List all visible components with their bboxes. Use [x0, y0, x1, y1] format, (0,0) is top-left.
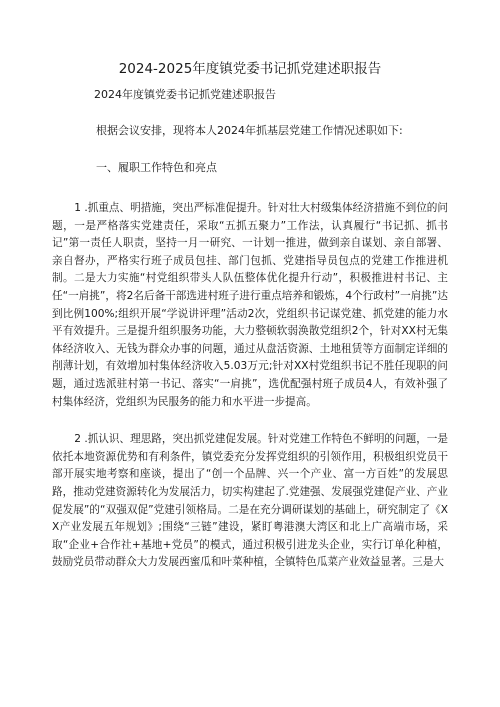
- body-paragraph-2: 2 .抓认识、理思路，突出抓党建促发展。针对党建工作特色不鲜明的问题，一是依托本地资源优势和有利条件，镇党委充分发挥党组织的引领作用，积极组织党员干部开展实地考察和座谈，提出了“创一个品牌、兴一个产业、富一方百姓”的发展思路，推动党建资源转化为发展活力，切实构建起了.党建强、发展强党建促产业、产业促发展”的“双强双促”党建引领格局。二是在充分调研谋划的基础上，研究制定了《XX产业发展五年规划》;围绕“三链”建设，紧盯粤港澳大湾区和北上广高端市场，采取“企业+合作社+基地+党员”的模式，通过积极引进龙头企业，实行订单化种植，鼓励党员带动群众大力发展西蜜瓜和叶菜种植，全镇特色瓜菜产业效益显著。三是大: [52, 433, 448, 569]
- body-paragraph-1: 1 .抓重点、明措施，突出严标准促提升。针对壮大村级集体经济措施不到位的问题，一是严格落实党建责任，采取“五抓五聚力”工作法，认真履行“书记抓、抓书记”第一责任人职责，坚持一月一研究、一计划一推进，做到亲自谋划、亲自部署、亲自督办，严格实行班子成员包挂、部门包抓、党建指导员包点的党建工作推进机制。二是大力实施“村党组织带头人队伍整体优化提升行动”，积极推进村书记、主任“一肩挑”，将2名后备干部选进村班子进行重点培养和锻炼，4个行政村”一肩挑”达到比例100%;组织开展“学说讲评理”活动2次，党组织书记谋党建、抓党建的能力水平有效提升。三是提升组织服务功能，大力整顿软弱涣散党组织2个，针对XX村无集体经济收入、无钱为群众办事的问题，通过从盘活资源、土地租赁等方面制定详细的削薄计划，有效增加村集体经济收入5.03万元;针对XX村党组织书记不胜任现职的问题，通过选派驻村第一书记、落实“一肩挑”，选优配强村班子成员4人，有效补强了村集体经济，党组织为民服务的能力和水平进一步提高。: [52, 202, 448, 408]
- document-title: 2024-2025年度镇党委书记抓党建述职报告: [118, 61, 382, 77]
- intro-paragraph: 根据会议安排，现将本人2024年抓基层党建工作情况述职如下:: [96, 124, 403, 137]
- document-subtitle: 2024年度镇党委书记抓党建述职报告: [94, 88, 276, 101]
- section-heading: 一、履职工作特色和亮点: [96, 161, 217, 174]
